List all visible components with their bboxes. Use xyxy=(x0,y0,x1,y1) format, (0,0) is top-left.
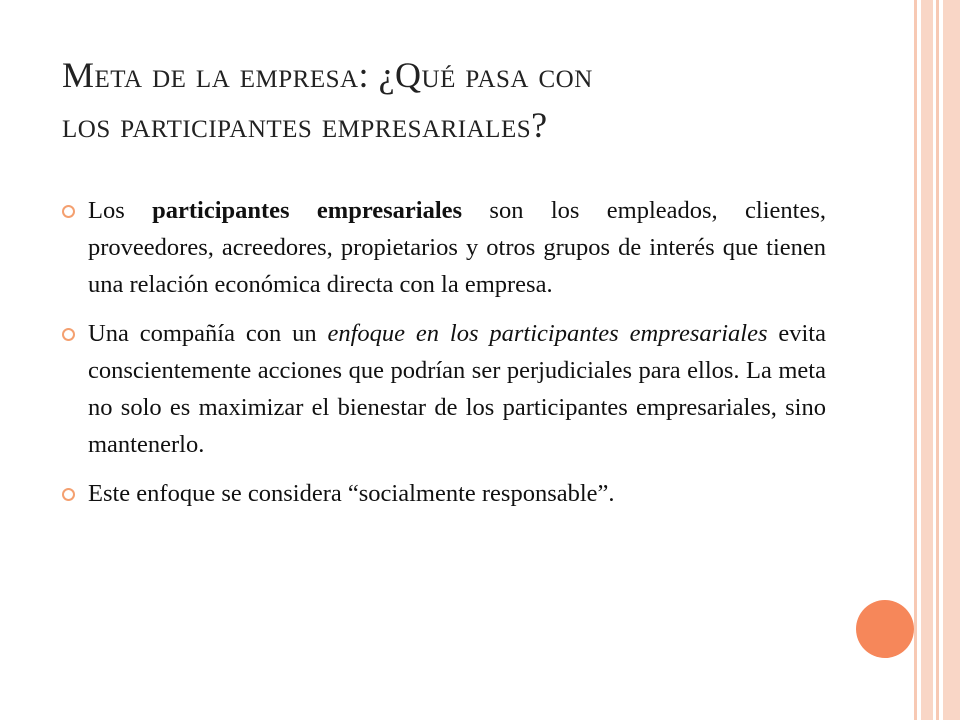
bullet-2-pre: Una compañía con un xyxy=(88,320,328,347)
ring-bullet-icon xyxy=(62,328,75,341)
bullet-3-text: Este enfoque se considera “socialmente responsable”. xyxy=(88,480,615,507)
bullet-item-2 xyxy=(62,315,826,463)
bullet-item-3 xyxy=(62,475,826,512)
title-line-2: los participantes empresariales? xyxy=(62,105,548,145)
stripe xyxy=(943,0,960,720)
bullet-2-italic: enfoque en los participantes empresariales xyxy=(327,320,768,347)
stripe xyxy=(914,0,917,720)
orange-circle-icon xyxy=(856,600,914,658)
bullet-1-pre: Los xyxy=(88,197,153,224)
bullet-2-post: evita conscientemente acciones que podrían ser perjudiciales para ellos. La meta no solo es maximizar el bienestar de los participantes empresariales, sino mantenerlo. xyxy=(88,320,826,458)
bullet-1-post: son los empleados, clientes, proveedores, acreedores, propietarios y otros grupos de interés que tienen una relación económica directa con la empresa. xyxy=(88,197,826,298)
title-line-1: Meta de la empresa: ¿Qué pasa con xyxy=(62,55,593,95)
stripe xyxy=(936,0,939,720)
ring-bullet-icon xyxy=(62,205,75,218)
bullet-1-bold: participantes empresariales xyxy=(152,197,463,224)
decorative-stripes xyxy=(914,0,960,720)
slide-title xyxy=(62,50,882,150)
bullet-item-1 xyxy=(62,192,826,303)
stripe xyxy=(921,0,933,720)
bullet-list xyxy=(62,192,826,524)
ring-bullet-icon xyxy=(62,488,75,501)
